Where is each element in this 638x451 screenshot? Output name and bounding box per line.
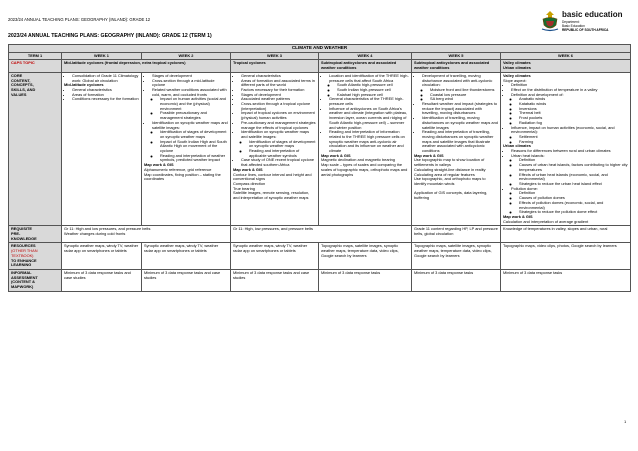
list-item: • Resultant weather and impact (strategies to reduce the impact) associated with travelling, moving disturbances (422, 102, 498, 116)
caps-topic-week3: Tropical cyclones (231, 60, 319, 72)
informal-week3: Minimum of 3 data response tasks and case studies (231, 269, 319, 291)
text-line: Map coordinates, fixing position – stating the coordinates (144, 171, 221, 182)
list-item: • Case study of ONE recent tropical cyclone that affected southern Africa (241, 158, 316, 167)
informal-assessment-label (9, 269, 62, 291)
sub-item: ◦ Strategies to reduce the pollution dome effect (519, 210, 628, 215)
list-item (152, 121, 228, 163)
document-running-header: 2023/24 ANNUAL TEACHING PLANS: GEOGRAPHY (INLAND): GRADE 12 (8, 17, 151, 22)
list-item: • General characteristics (241, 74, 316, 79)
list-item: • General characteristics of the THREE high-pressure cells (329, 97, 409, 106)
sub-list (511, 158, 628, 186)
label-line: TO ENHANCE (11, 257, 37, 263)
label-line: ASSESSMENT (11, 274, 38, 280)
sub-item: ◦ Effects of pollution domes (economic, social, and environmental) (519, 201, 628, 210)
label-line: CONCEPTS, (11, 82, 34, 88)
sub-item: ◦ Effects of urban heat islands (economic, social, and environmental) (519, 173, 628, 182)
logo-sub-line: Department: (562, 20, 580, 24)
term-header: TERM 1 (9, 52, 62, 60)
sub-item: ◦ Settlement (519, 135, 628, 140)
sub-item: ◦ Moisture front and line thunderstorms (430, 88, 498, 93)
list-item: • General characteristics (72, 88, 139, 93)
list-item: • Factors necessary for their formation (241, 88, 316, 93)
prerequisite-week1-2: Gr 11: High and low pressures, and pressure belts Weather changes during cold fronts (62, 226, 231, 243)
label-line: CONTENT, (11, 77, 31, 83)
core-content-label (9, 72, 62, 226)
text-line: Alphanumeric reference, grid reference (144, 166, 212, 172)
label-line: LEARNING (11, 262, 32, 268)
sub-list (422, 88, 498, 102)
week-2-header: WEEK 2 (142, 52, 231, 60)
text-line: Application of GIS concepts, data layering, buffering (414, 190, 488, 201)
sub-item: ◦ South Atlantic high-pressure cell (337, 83, 409, 88)
label-line: TEXTBOOK) (11, 252, 34, 258)
label-line: (OTHER THAN (11, 248, 38, 254)
resources-label (9, 243, 62, 270)
prerequisite-week3-4: Gr 11: High, low pressures, and pressure belts (231, 226, 412, 243)
list-item-text: Pollution dome: (511, 185, 538, 191)
sub-item: ◦ Thermal belt (519, 111, 628, 116)
list-item: • Cross-section through a tropical cyclone (interpretation) (241, 102, 316, 111)
sub-item: ◦ Strategies to reduce the urban heat island effect (519, 182, 628, 187)
list-item-text: Location and identification of the THREE high-pressure cells that affect South Africa (329, 72, 409, 83)
text-line: True bearing (233, 185, 255, 191)
caps-topic-week6 (501, 60, 631, 72)
label-line: KNOWLEDGE (11, 235, 37, 241)
label-line: MAPWORK) (11, 284, 34, 290)
bullet-list (321, 74, 409, 154)
caps-topic-label: CAPS TOPIC (9, 60, 62, 72)
sub-item: ◦ Reading and interpretation of applicable weather symbols (249, 149, 316, 158)
week-header-row (9, 52, 631, 60)
bullet-list (233, 74, 316, 168)
week-6-header: WEEK 6 (501, 52, 631, 60)
resources-week2: Synoptic weather maps, windy TV, weather radar app on smartphones or tablets (142, 243, 231, 270)
week-1-header: WEEK 1 (62, 52, 142, 60)
core-week3 (231, 72, 319, 226)
resources-week4: Topographic maps, satellite images, synoptic weather maps, temperature data, video clips, Google search by learners (319, 243, 412, 270)
prerequisite-week6: Knowledge of temperatures in valley, slopes and urban, rural (501, 226, 631, 243)
sub-item: ◦ Inversions (519, 107, 628, 112)
list-item (511, 187, 628, 215)
core-week4 (319, 72, 412, 226)
list-item-text: Development of travelling, moving disturbance associated with anti-cyclonic circulation: (422, 72, 493, 88)
subheading: Map work & GIS (414, 152, 444, 158)
sub-item: ◦ Causes of urban heat islands, factors contributing to higher city temperatures (519, 163, 628, 172)
list-item: • Reading and interpretation of travelling, moving disturbances on synoptic weather maps and satellite images that illustrate weather associated with anticyclonic conditions (422, 130, 498, 154)
sub-list (329, 83, 409, 97)
sub-list (152, 97, 228, 121)
informal-week5: Minimum of 3 data response tasks (412, 269, 501, 291)
sub-item: ◦ South Indian high-pressure cell (337, 88, 409, 93)
caps-topic-line: Valley climates (503, 60, 531, 66)
sub-item: ◦ Coastal low pressure (430, 93, 498, 98)
list-item: • Areas of formation and associated terms in different parts of the world (241, 79, 316, 88)
text-line: Calculation and interpretation of average gradient (503, 218, 589, 224)
label-line: INFORMAL (11, 269, 32, 275)
sub-list (152, 130, 228, 163)
core-week1 (62, 72, 142, 226)
sub-item: ◦ Definition (519, 191, 628, 196)
list-item-text: Definition and development of: (511, 91, 564, 97)
sub-item: ◦ Impact of South Indian High and South Atlantic High on movement of the cyclone (160, 140, 228, 154)
list-item: • Reading and interpretation of information related to the THREE high pressure cells on synoptic weather maps anti-cyclonic air circulation and its influence on weather and climate (329, 130, 409, 154)
text-line: Magnetic declination and magnetic bearing (321, 157, 395, 163)
label-line: SKILLS, AND (11, 86, 36, 92)
text-line: Calculating straight-line distance in reality (414, 166, 486, 172)
list-item (329, 74, 409, 98)
label-line: (CONTENT & (11, 279, 35, 285)
resources-row (9, 243, 631, 270)
sub-item: ◦ Possible precautionary and management strategies (160, 111, 228, 120)
list-item: • Effect on the distribution of temperature in a valley (511, 88, 628, 93)
list-item: • Associated weather patterns (241, 97, 316, 102)
text-line: Use topographic, and orthophoto maps to identify mountain winds (414, 176, 486, 186)
list-item (152, 88, 228, 121)
informal-week4: Minimum of 3 data response tasks (319, 269, 412, 291)
list-item: • Cross-section through a mid-latitude cyclone (152, 79, 228, 88)
informal-week1: Minimum of 3 data response tasks and case studies (62, 269, 142, 291)
label-line: RESOURCES (11, 243, 36, 249)
list-item (511, 154, 628, 187)
bullet-list (503, 83, 628, 144)
subheading: Mid-latitude cyclones (64, 82, 104, 88)
sub-item: ◦ Identification of stages of development on synoptic weather maps (160, 130, 228, 139)
label-line: PRE- (11, 231, 21, 237)
logo-sub-line: REPUBLIC OF SOUTH AFRICA (562, 28, 609, 32)
prerequisite-week5: Grade 11 content regarding HP, LP and pressure belts, global circulation (412, 226, 501, 243)
caps-topic-week1-2: Mid-latitude cyclones (frontal depression, extra tropical cyclones) (62, 60, 231, 72)
subheading: Map work & GIS (503, 213, 533, 219)
sub-item: ◦ SA berg wind (430, 97, 498, 102)
list-item (422, 74, 498, 102)
subheading: Valley climates (503, 72, 531, 78)
text-line: Use topographic map to show location of settlements in valleys (414, 157, 485, 168)
list-item: • Impact of tropical cyclones on environment (physical) human activities (241, 111, 316, 120)
logo-name: basic education (562, 10, 623, 19)
text-line: Satellite images, remote sensing, resolution, and interpretation of synoptic weather maps (233, 190, 310, 201)
text-line: Slope aspect: (503, 77, 527, 83)
sub-item: ◦ Kalahari high pressure cell (337, 93, 409, 98)
banner-climate-weather: CLIMATE AND WEATHER (9, 45, 631, 53)
bullet-list (64, 88, 139, 102)
resources-week3: Synoptic weather maps, windy TV, weather radar app on smartphones or tablets (231, 243, 319, 270)
caps-topic-line: Urban climates (503, 65, 531, 71)
list-item: • Consolidation of Grade 11 Climatology work: Global air circulation (72, 74, 139, 83)
prerequisite-label (9, 226, 62, 243)
caps-topic-week5: Subtropical anticyclones and associated weather conditions (412, 60, 501, 72)
sub-item: ◦ Reading and interpretation of weather symbols, predicted weather impact (160, 154, 228, 163)
bullet-list (144, 74, 228, 163)
list-item-text: Identification on synoptic weather maps and satellite images: (152, 119, 228, 130)
list-item (511, 126, 628, 145)
week-5-header: WEEK 5 (412, 52, 501, 60)
subheading: Map work & GIS (233, 166, 263, 172)
page-number: 1 (624, 419, 627, 424)
resources-week1: Synoptic weather maps, windy TV, weather radar app on smartphones or tablets (62, 243, 142, 270)
sub-list (511, 97, 628, 125)
core-week6 (501, 72, 631, 226)
core-content-row (9, 72, 631, 226)
sub-item: ◦ Definition (519, 158, 628, 163)
list-item-text: Identification on synoptic weather maps and satellite images: (241, 129, 310, 139)
informal-week6: Minimum of 3 data response tasks (501, 269, 631, 291)
text-line: Contour lines, contour interval and height and conventional signs (233, 171, 312, 182)
logo-sub-line: Basic Education (562, 24, 585, 28)
label-line: VALUES (11, 91, 27, 97)
sub-item: ◦ Causes of pollution domes (519, 196, 628, 201)
resources-week5: Topographic maps, satellite images, synoptic weather maps, temperature data, video clips, Google search by learners (412, 243, 501, 270)
sub-item: ◦ Katabatic winds (519, 102, 628, 107)
label-line: REQUISITE (11, 226, 32, 232)
text-line: Compass direction (233, 180, 266, 186)
list-item-text: Influence, impact on human activities (economic, social, and environmental): (511, 124, 615, 135)
subheading: Map work & GIS (144, 162, 174, 168)
subheading: Map work & GIS (321, 152, 351, 158)
department-logo (540, 8, 630, 38)
list-item: • Identification of travelling, moving disturbances on synoptic weather maps and satellite images (422, 116, 498, 130)
list-item-text: Urban heat islands: (511, 152, 545, 158)
text-line: Calculating area of regular features (414, 171, 475, 177)
bullet-list (503, 149, 628, 215)
caps-topic-row (9, 60, 631, 72)
subheading: Urban climates (503, 143, 531, 149)
sub-item: ◦ Frost pockets (519, 116, 628, 121)
list-item: • Conditions necessary for the formation (72, 97, 139, 102)
informal-assessment-row (9, 269, 631, 291)
list-item: • Influence of anticyclones on South Africa's weather and climate (integration with plateau, inversion layer, ocean currents and ridging of South Atlantic high-pressure cell) – summer and winter position (329, 107, 409, 131)
sub-item: ◦ Impact on human activities (social and economic) and the (physical) environment (160, 97, 228, 111)
prerequisite-row (9, 226, 631, 243)
list-item (511, 93, 628, 126)
sub-item: ◦ Identification of stages of development on synoptic weather maps (249, 140, 316, 149)
list-item (241, 130, 316, 158)
sub-item: ◦ Farming (519, 140, 628, 145)
sub-list (241, 140, 316, 159)
list-item: • Reasons for differences between rural and urban climates (511, 149, 628, 154)
sub-item: ◦ Radiation fog (519, 121, 628, 126)
logo-subtitle (562, 20, 608, 32)
list-item: • Areas of formation (72, 93, 139, 98)
informal-week2: Minimum of 3 data response tasks and case studies (142, 269, 231, 291)
page-title: 2023/24 ANNUAL TEACHING PLANS: GEOGRAPHY (INLAND): GRADE 12 (TERM 1) (8, 33, 212, 39)
core-week5 (412, 72, 501, 226)
list-item: • Definition (511, 83, 628, 88)
list-item: • Stages of development (152, 74, 228, 79)
resources-week6: Topographic maps, video clips, photos, Google search by learners (501, 243, 631, 270)
list-item: • Stages of development (241, 93, 316, 98)
list-item: • Pre-cautionary and management strategies manage the effects of tropical cyclones (241, 121, 316, 130)
teaching-plan-table (8, 44, 631, 292)
text-line: Map scale – types of scales and comparing the scales of topographic maps, orthophoto maps and aerial photographs (321, 162, 408, 177)
label-line: CORE (11, 72, 23, 78)
caps-topic-week4: Subtropical anticyclones and associated weather conditions (319, 60, 412, 72)
list-item-text: Related weather conditions associated with cold, warm, and occluded fronts (152, 86, 227, 97)
sub-item: ◦ Anabatic winds (519, 97, 628, 102)
bullet-list (414, 74, 498, 154)
core-week2 (142, 72, 231, 226)
coat-of-arms-icon (540, 10, 560, 32)
week-3-header: WEEK 3 (231, 52, 319, 60)
week-4-header: WEEK 4 (319, 52, 412, 60)
sub-list (511, 191, 628, 215)
